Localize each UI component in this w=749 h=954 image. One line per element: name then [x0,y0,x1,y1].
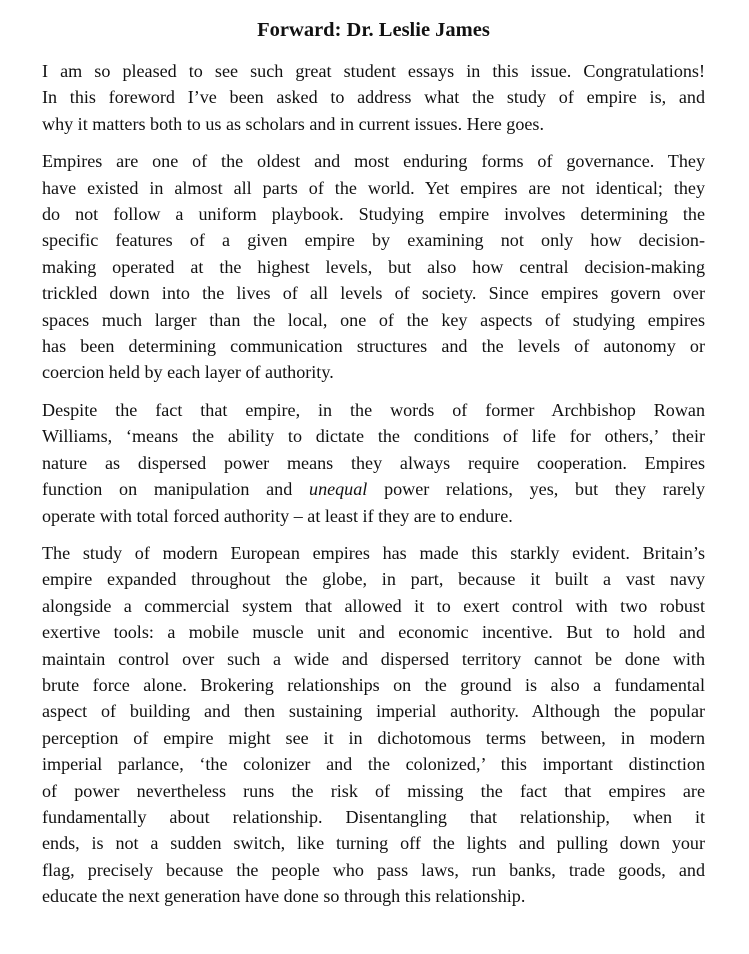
text-line: aspect of building and then sustaining imperial authority. Although the popular [42,701,705,722]
text-line: The study of modern European empires has made this starkly evident. Britain’s [42,542,705,563]
text-line: Despite the fact that empire, in the words of former Archbishop Rowan [42,399,705,420]
text-segment: function on manipulation and [42,479,310,500]
text-segment: power relations, yes, but they rarely [367,479,705,500]
text-line: educate the next generation have done so through this relationship. [42,886,526,907]
text-line: alongside a commercial system that allowed it to exert control with two robust [42,595,705,616]
text-line: imperial parlance, ‘the colonizer and the colonized,’ this important distinction [42,754,705,775]
text-line: Empires are one of the oldest and most enduring forms of governance. They [42,151,705,172]
text-line: why it matters both to us as scholars and in current issues. Here goes. [42,113,544,134]
paragraph-dispersed-power [42,397,705,529]
text-line: ends, is not a sudden switch, like turning off the lights and pulling down your [42,833,705,854]
text-line: fundamentally about relationship. Disentangling that relationship, when it [42,806,705,827]
text-line: specific features of a given empire by examining not only how decision- [42,230,705,251]
paragraph-empires-governance [42,148,705,386]
text-line: nature as dispersed power means they always require cooperation. Empires [42,452,705,473]
text-line: have existed in almost all parts of the world. Yet empires are not identical; they [42,177,705,198]
text-line: empire expanded throughout the globe, in part, because it built a vast navy [42,569,705,590]
text-line: of power nevertheless runs the risk of missing the fact that empires are [42,780,705,801]
text-line: flag, precisely because the people who pass laws, run banks, trade goods, and [42,859,705,880]
page-title: Forward: Dr. Leslie James [257,19,490,41]
text-line: In this foreword I’ve been asked to address what the study of empire is, and [42,87,705,108]
text-line: do not follow a uniform playbook. Studying empire involves determining the [42,204,705,225]
text-line: operate with total forced authority – at least if they are to endure. [42,505,513,526]
text-line: perception of empire might see it in dichotomous terms between, in modern [42,727,705,748]
text-line: Williams, ‘means the ability to dictate the conditions of life for others,’ their [42,426,705,447]
text-line: coercion held by each layer of authority. [42,362,334,383]
text-line: brute force alone. Brokering relationships on the ground is also a fundamental [42,674,705,695]
text-line [42,476,705,502]
text-line: has been determining communication structures and the levels of autonomy or [42,336,705,357]
text-line: maintain control over such a wide and dispersed territory cannot be done with [42,648,705,669]
text-line: spaces much larger than the local, one of the key aspects of studying empires [42,309,705,330]
text-line: exertive tools: a mobile muscle unit and economic incentive. But to hold and [42,622,705,643]
text-line: I am so pleased to see such great student essays in this issue. Congratulations! [42,61,705,81]
text-line: trickled down into the lives of all levels of society. Since empires govern over [42,283,705,304]
paragraph-intro [42,58,705,137]
text-line: making operated at the highest levels, but also how central decision-making [42,256,705,277]
emphasis-text: unequal [309,479,368,500]
paragraph-modern-empires [42,540,705,910]
